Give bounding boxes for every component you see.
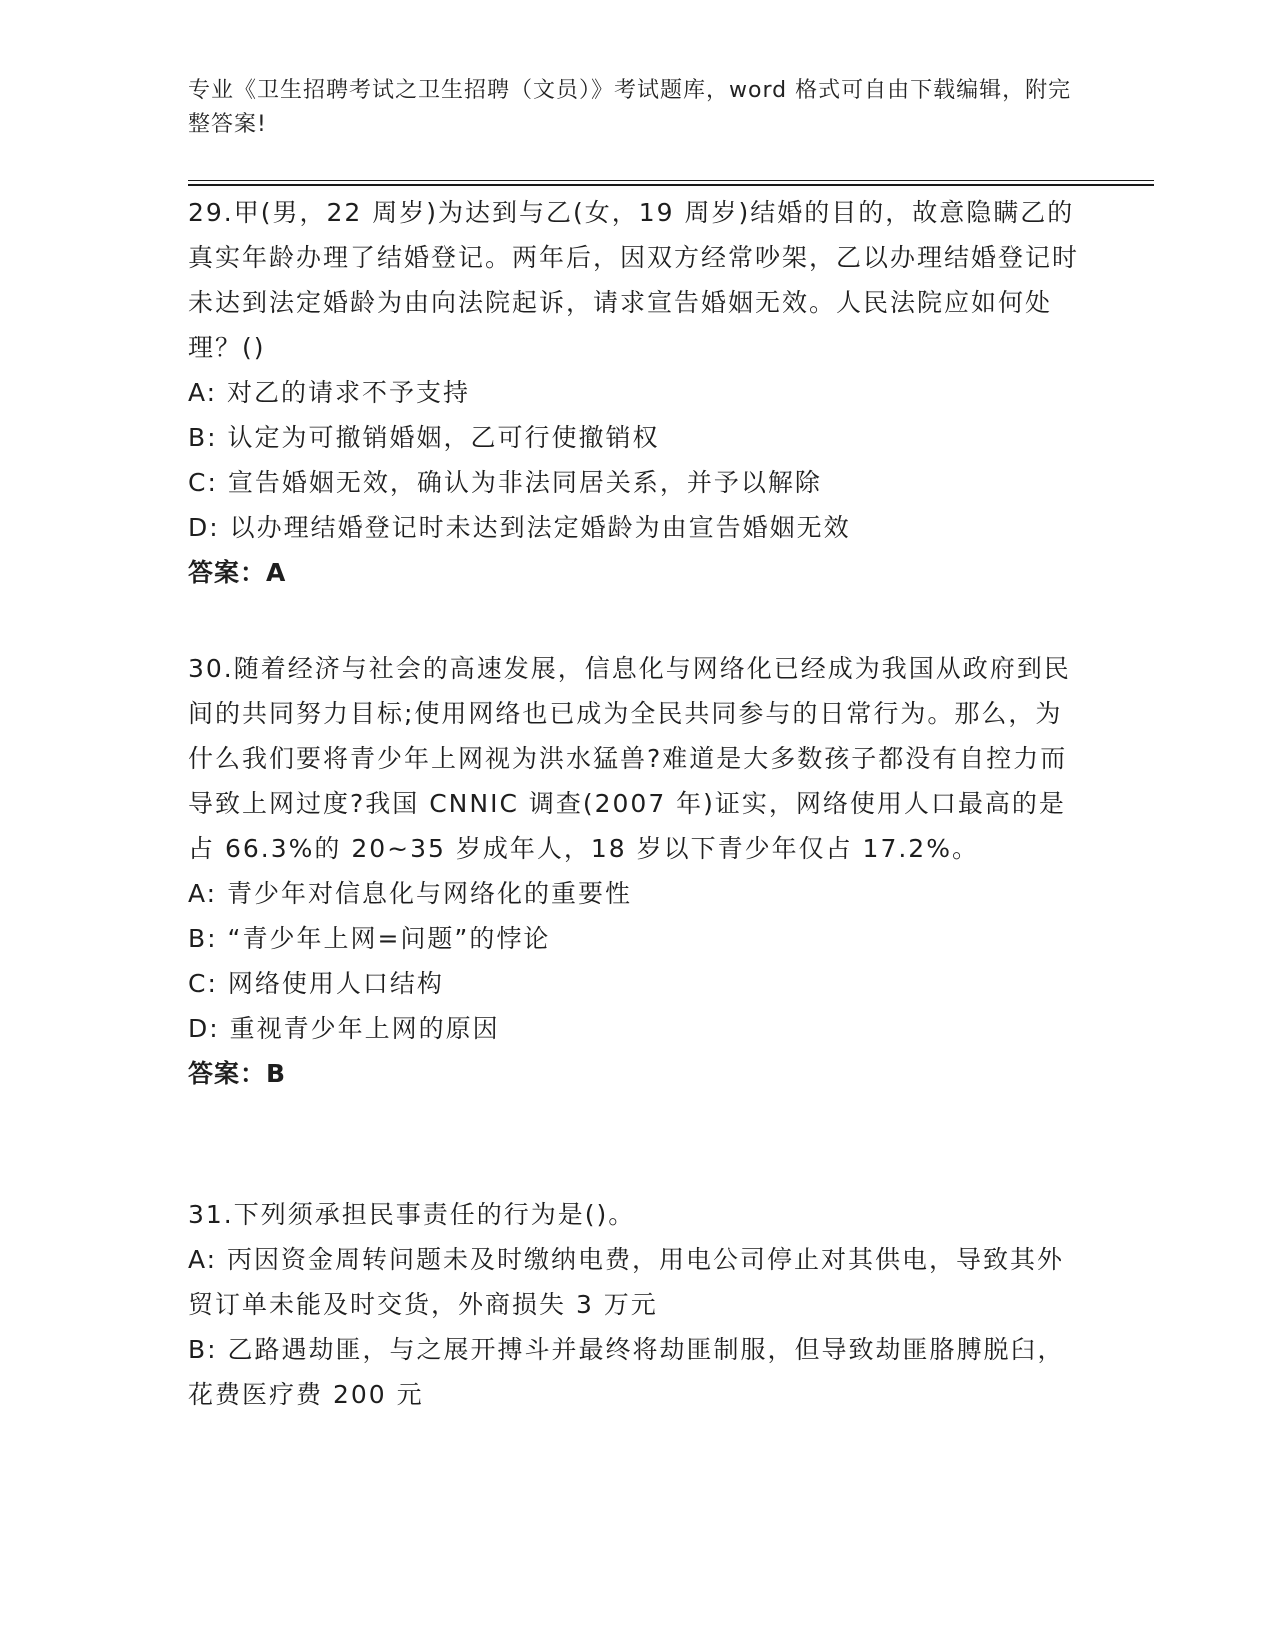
question-stem: 31.下列须承担民事责任的行为是()。 (188, 1200, 636, 1229)
option-c: C: 网络使用人口结构 (188, 969, 444, 998)
option-c: C: 宣告婚姻无效，确认为非法同居关系，并予以解除 (188, 468, 822, 497)
answer: 答案：B (188, 1059, 287, 1088)
header-divider-thick (188, 184, 1154, 186)
option-a: A: 对乙的请求不予支持 (188, 378, 471, 407)
option-b: B: 认定为可撤销婚姻，乙可行使撤销权 (188, 423, 660, 452)
header-divider-thin (188, 180, 1154, 181)
question-29 (188, 190, 1088, 595)
question-stem: 30.随着经济与社会的高速发展，信息化与网络化已经成为我国从政府到民间的共同努力目标;使用网络也已成为全民共同参与的日常行为。那么，为什么我们要将青少年上网视为洪水猛兽?难道是大多数孩子都没有自控力而导致上网过度?我国 CNNIC 调查(2007 年)证实，网络使用人口最高的是占 66.3%的 20~35 岁成年人，18 岁以下青少年仅占 17.2%。 (188, 654, 1071, 863)
option-b: B: 乙路遇劫匪，与之展开搏斗并最终将劫匪制服，但导致劫匪胳膊脱臼，花费医疗费 200 元 (188, 1335, 1065, 1409)
option-d: D: 以办理结婚登记时未达到法定婚龄为由宣告婚姻无效 (188, 513, 851, 542)
answer: 答案：A (188, 558, 287, 587)
question-stem: 29.甲(男，22 周岁)为达到与乙(女，19 周岁)结婚的目的，故意隐瞒乙的真实年龄办理了结婚登记。两年后，因双方经常吵架，乙以办理结婚登记时未达到法定婚龄为由向法院起诉，请求宣告婚姻无效。人民法院应如何处理？() (188, 198, 1080, 362)
header-note: 专业《卫生招聘考试之卫生招聘（文员）》考试题库，word 格式可自由下载编辑，附完整答案! (188, 78, 1072, 137)
option-b: B: “青少年上网=问题”的悖论 (188, 924, 551, 953)
option-a: A: 青少年对信息化与网络化的重要性 (188, 879, 633, 908)
question-30 (188, 646, 1088, 1096)
option-a: A: 丙因资金周转问题未及时缴纳电费，用电公司停止对其供电，导致其外贸订单未能及时交货，外商损失 3 万元 (188, 1245, 1065, 1319)
option-d: D: 重视青少年上网的原因 (188, 1014, 500, 1043)
question-31 (188, 1192, 1088, 1417)
